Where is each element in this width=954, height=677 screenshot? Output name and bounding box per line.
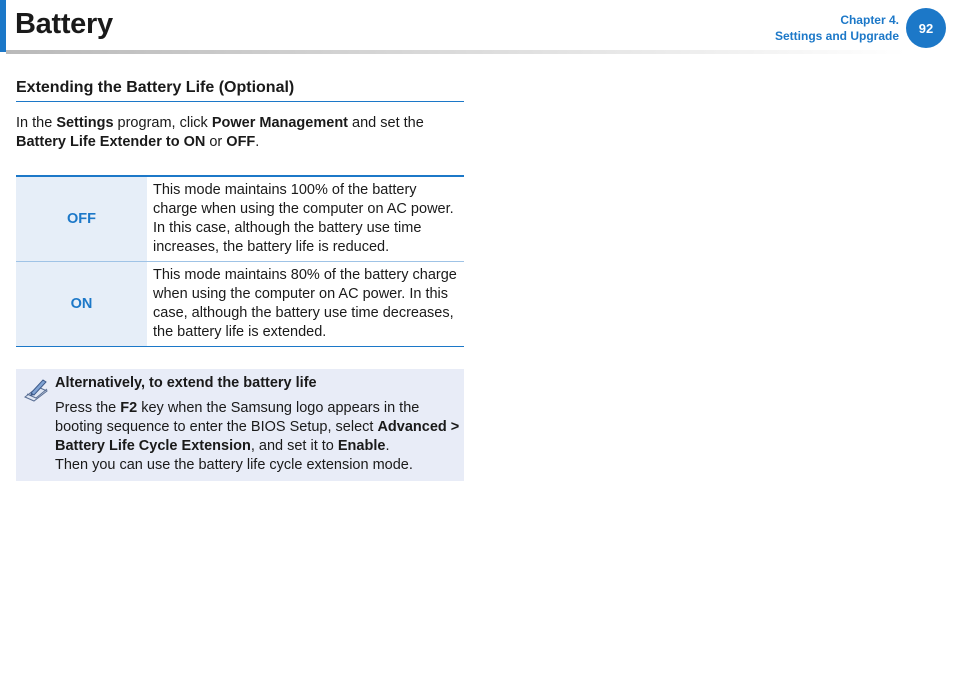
off-term: OFF — [226, 134, 256, 150]
table-row — [16, 176, 464, 262]
note-box — [16, 369, 464, 481]
enable-term: Enable — [337, 438, 386, 454]
mode-name: ON — [16, 262, 147, 347]
battery-extender-term: Battery Life Extender to ON — [16, 134, 206, 150]
mode-description: This mode maintains 100% of the battery charge when using the computer on AC power. In this case, although the battery use time increases, the battery life is reduced. — [153, 182, 454, 255]
header-divider — [6, 50, 906, 54]
battery-mode-table — [16, 175, 464, 347]
settings-term: Settings — [56, 115, 114, 131]
power-management-term: Power Management — [211, 115, 348, 131]
chapter-label: Chapter 4. — [840, 13, 899, 27]
f2-key: F2 — [120, 400, 138, 416]
note-title: Alternatively, to extend the battery life — [55, 375, 317, 391]
pencil-note-icon — [22, 377, 50, 403]
mode-name: OFF — [16, 176, 147, 262]
mode-description: This mode maintains 80% of the battery charge when using the computer on AC power. In this case, although the battery use time decreases, the battery life is extended. — [147, 262, 464, 347]
chapter-name: Settings and Upgrade — [774, 29, 899, 43]
section-heading: Extending the Battery Life (Optional) — [16, 79, 464, 102]
header-accent-bar — [0, 0, 6, 52]
note-line-2: Then you can use the battery life cycle extension mode. — [55, 457, 413, 473]
page-title: Battery — [15, 8, 113, 40]
page-number-badge: 92 — [906, 8, 946, 48]
table-row — [16, 262, 464, 347]
bios-menu-path: Advanced > Battery Life Cycle Extension — [55, 419, 460, 454]
intro-paragraph: In the Settings program, click Power Management and set the Battery Life Extender to ON or OFF. — [16, 115, 424, 150]
note-body: Press the F2 key when the Samsung logo appears in the booting sequence to enter the BIOS Setup, select Advanced > Battery Life Cycle Extension, and set it to Enable. Then you can use the battery life cycle extension mode. — [55, 400, 460, 473]
chapter-info — [775, 12, 899, 44]
